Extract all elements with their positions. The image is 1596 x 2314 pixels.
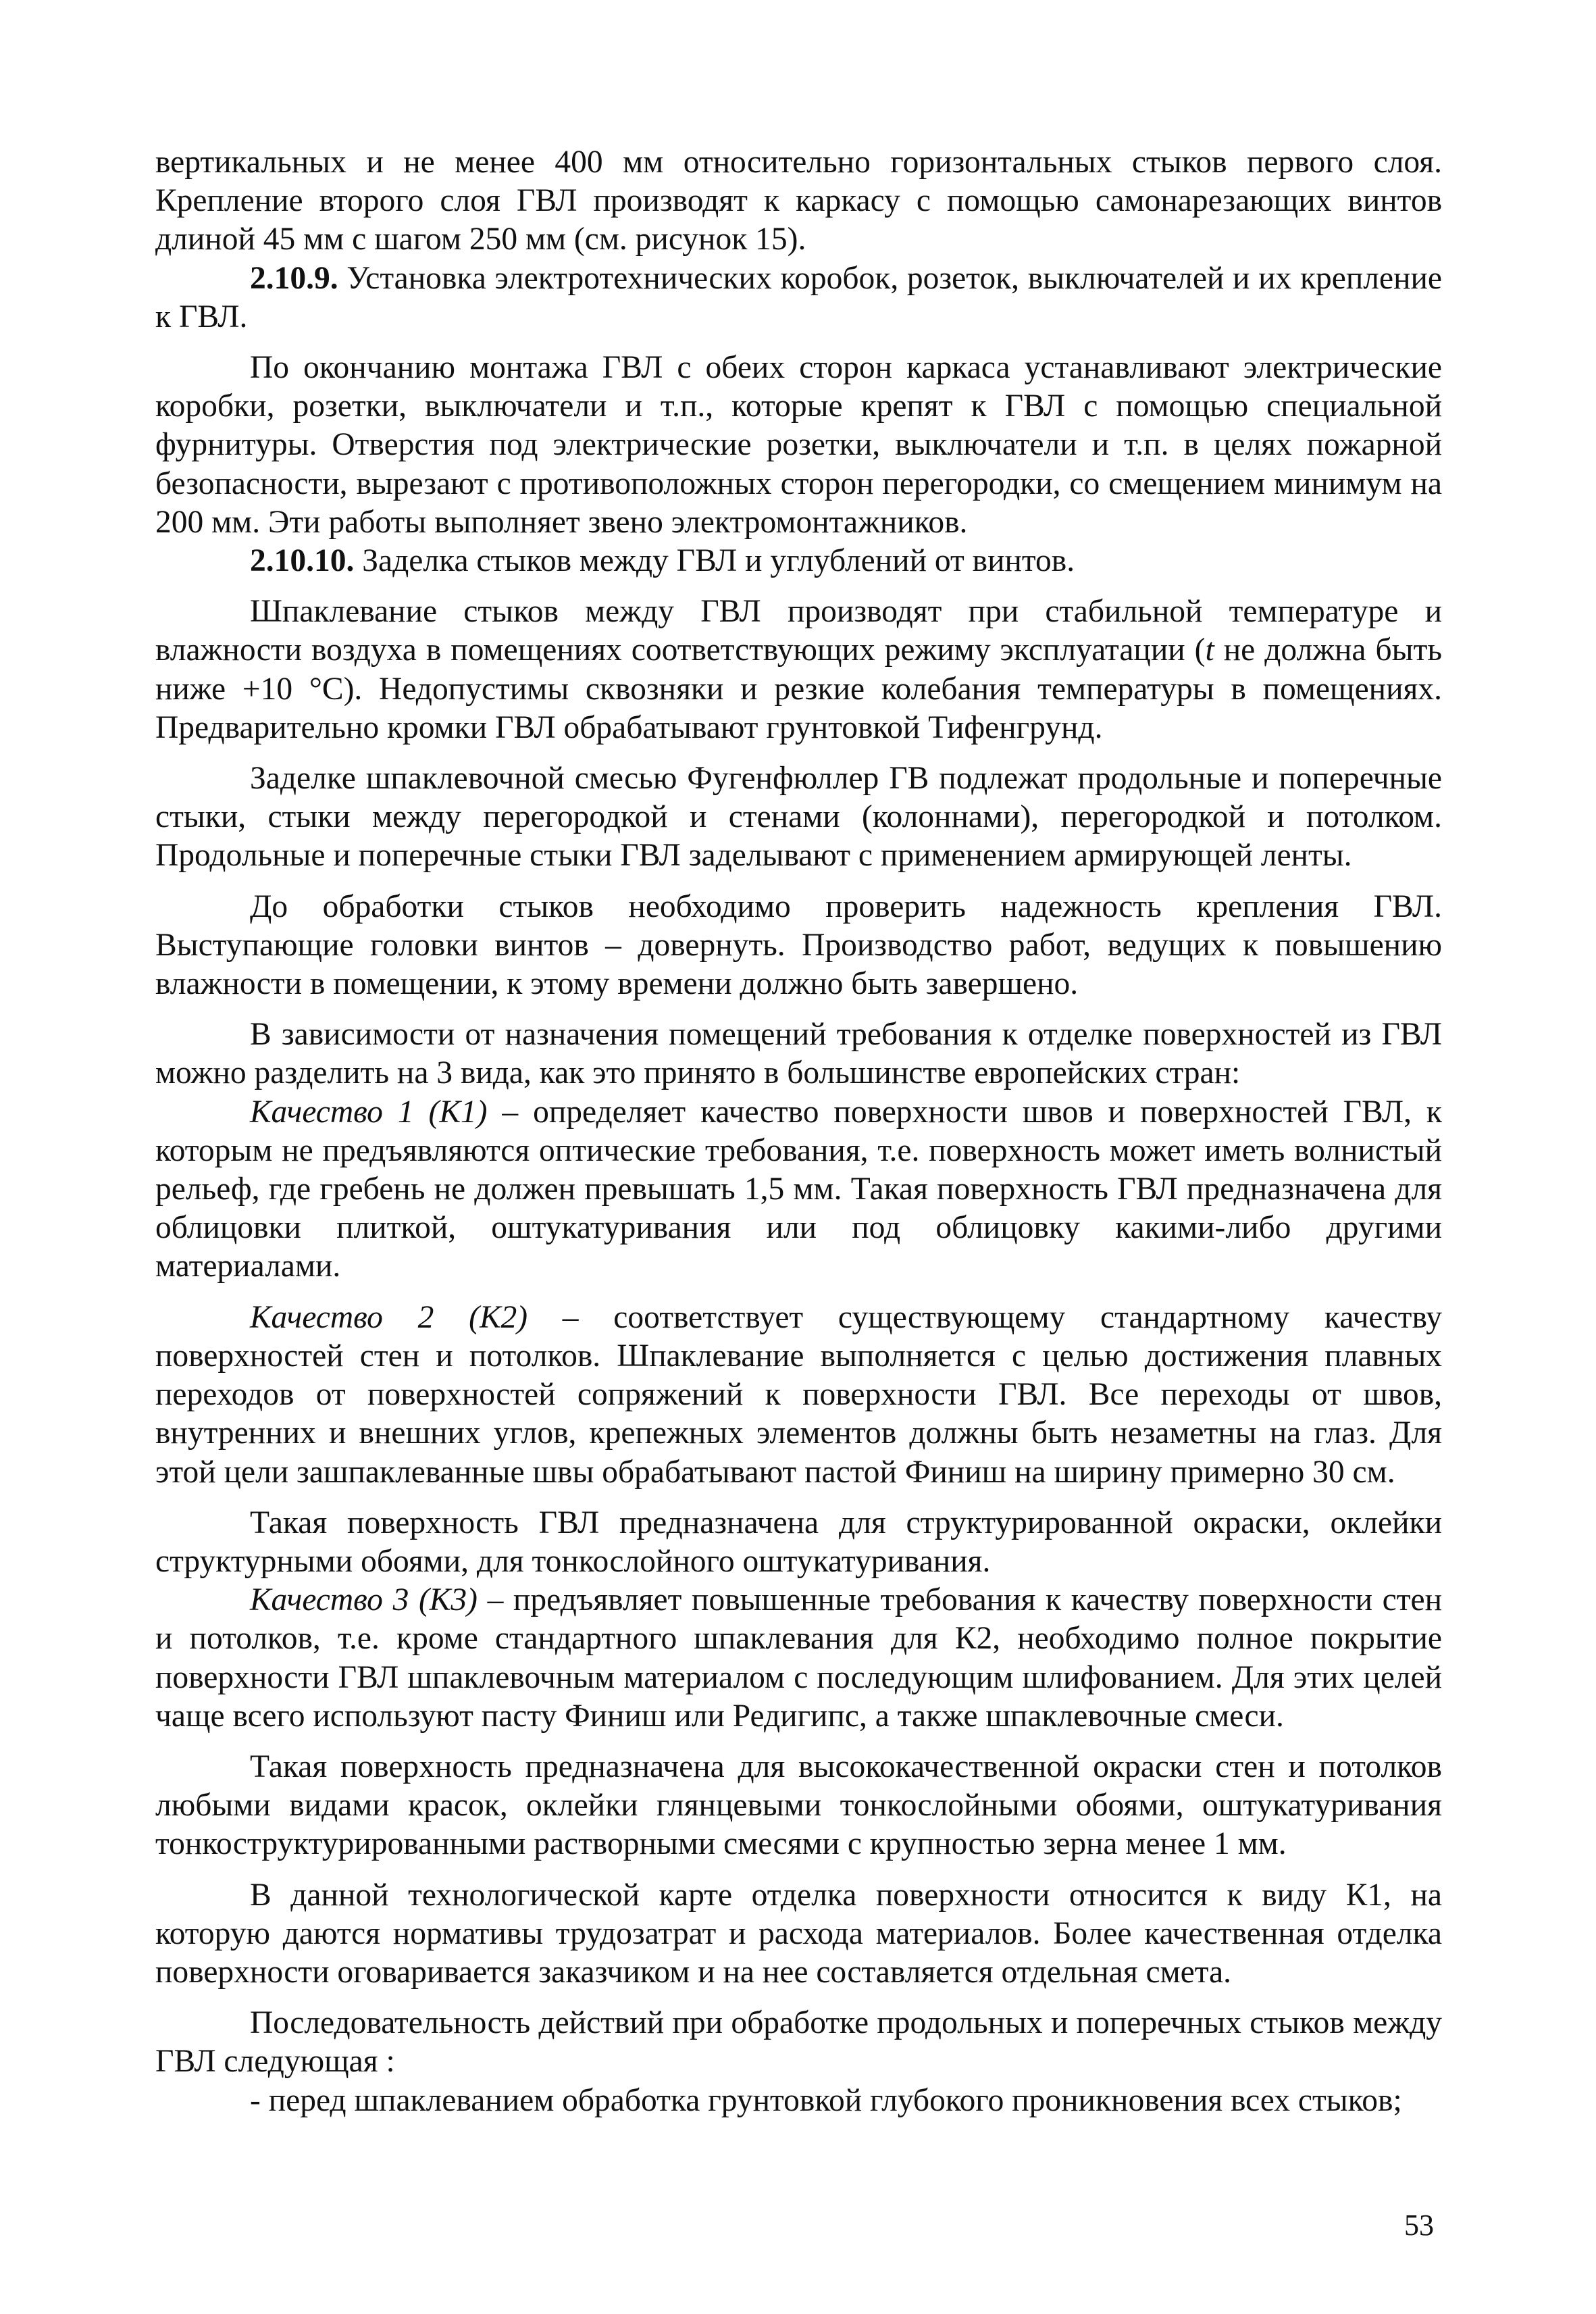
- section-number: 2.10.9.: [250, 260, 338, 296]
- quality-label: Качество 1 (К1): [250, 1094, 488, 1130]
- paragraph-joint-puttying: Шпаклевание стыков между ГВЛ производят при стабильной температуре и влажности воздуха в помещениях соответствующих режиму эксплуатации (t не должна быть ниже +10 °С). Недопустимы сквозняки и резкие колебания температуры в помещениях. Предварительно кромки ГВЛ обрабатывают грунтовкой Тифенгрунд.: [155, 594, 1443, 745]
- section-number: 2.10.10.: [250, 543, 355, 579]
- paragraph-quality-k3: Качество 3 (К3) – предъявляет повышенные требования к качеству поверхности стен и потолков, т.е. кроме стандартного шпаклевания для К2, необходимо полное покрытие поверхности ГВЛ шпаклевочным материалом с последующим шлифованием. Для этих целей чаще всего используют пасту Финиш или Редигипс, а также шпаклевочные смеси.: [155, 1582, 1442, 1734]
- paragraph-tech-card-k1: В данной технологической карте отделка поверхности относится к виду К1, на которую даются нормативы трудозатрат и расхода материалов. Более качественная отделка поверхности оговаривается заказчиком и на нее составляется отдельная смета.: [155, 1877, 1442, 1990]
- page-number: 53: [1404, 2209, 1434, 2242]
- list-item: - перед шпаклеванием обработка грунтовкой глубокого проникновения всех стыков;: [250, 2082, 1402, 2118]
- paragraph-quality-k2: Качество 2 (К2) – соответствует существующему стандартному качеству поверхностей стен и потолков. Шпаклевание выполняется с целью достижения плавных переходов от поверхностей сопряжений к поверхности ГВЛ. Все переходы от швов, внутренних и внешних углов, крепежных элементов должны быть незаметны на глаз. Для этой цели зашпаклеванные швы обрабатывают пастой Финиш на ширину примерно 30 см.: [155, 1299, 1442, 1490]
- paragraph-k3-usage: Такая поверхность предназначена для высококачественной окраски стен и потолков любыми видами красок, оклейки глянцевыми тонкослойными обоями, оштукатуривания тонкоструктурированными растворными смесями с крупностью зерна менее 1 мм.: [155, 1749, 1442, 1862]
- section-2-10-10: [155, 542, 1442, 580]
- paragraph-quality-k1: Качество 1 (К1) – определяет качество поверхности швов и поверхностей ГВЛ, к которым не предъявляются оптические требования, т.е. поверхность может иметь волнистый рельеф, где гребень не должен превышать 1,5 мм. Такая поверхность ГВЛ предназначена для облицовки плиткой, оштукатуривания или под облицовку какими-либо другими материалами.: [155, 1094, 1442, 1284]
- quality-label: Качество 3 (К3): [250, 1582, 478, 1618]
- paragraph-before-processing: До обработки стыков необходимо проверить надежность крепления ГВЛ. Выступающие головки винтов – довернуть. Производство работ, ведущих к повышению влажности в помещении, к этому времени должно быть завершено.: [155, 888, 1442, 1002]
- paragraph-k2-usage: Такая поверхность ГВЛ предназначена для структурированной окраски, оклейки структурными обоями, для тонкослойного оштукатуривания.: [155, 1505, 1442, 1579]
- paragraph-putty-mixture: Заделке шпаклевочной смесью Фугенфюллер ГВ подлежат продольные и поперечные стыки, стыки между перегородкой и стенами (колоннами), перегородкой и потолком. Продольные и поперечные стыки ГВЛ заделывают с применением армирующей ленты.: [155, 761, 1442, 874]
- section-title: Заделка стыков между ГВЛ и углублений от винтов.: [354, 543, 1075, 579]
- section-title: Установка электротехнических коробок, розеток, выключателей и их крепление к ГВЛ.: [155, 260, 1442, 334]
- quality-label: Качество 2 (К2): [250, 1299, 528, 1335]
- paragraph-electrical-boxes: По окончанию монтажа ГВЛ с обеих сторон каркаса устанавливают электрические коробки, розетки, выключатели и т.п., которые крепят к ГВЛ с помощью специальной фурнитуры. Отверстия под электрические розетки, выключатели и т.п. в целях пожарной безопасности, вырезают с противоположных сторон перегородки, со смещением минимум на 200 мм. Эти работы выполняет звено электромонтажников.: [155, 350, 1442, 540]
- page-body: [155, 143, 1442, 2120]
- paragraph-continuation: вертикальных и не менее 400 мм относительно горизонтальных стыков первого слоя. Крепление второго слоя ГВЛ производят к каркасу с помощью самонарезающих винтов длиной 45 мм с шагом 250 мм (см. рисунок 15).: [155, 145, 1442, 257]
- paragraph-quality-classes: В зависимости от назначения помещений требования к отделке поверхностей из ГВЛ можно разделить на 3 вида, как это принято в большинстве европейских стран:: [155, 1017, 1442, 1091]
- section-2-10-9: [155, 259, 1442, 336]
- temperature-symbol: t: [1205, 632, 1214, 668]
- paragraph-sequence-intro: Последовательность действий при обработке продольных и поперечных стыков между ГВЛ следующая :: [155, 2005, 1442, 2080]
